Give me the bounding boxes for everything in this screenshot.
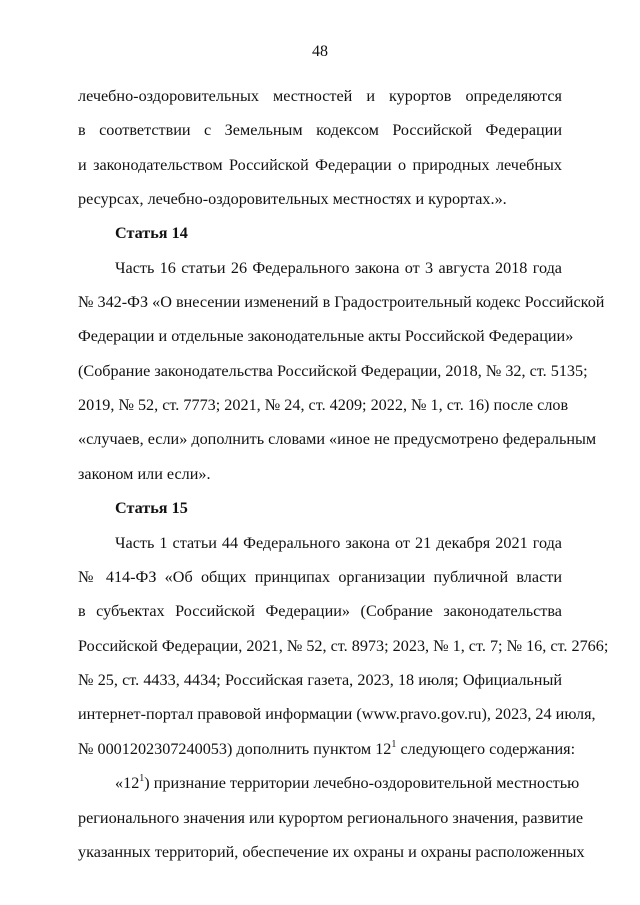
paragraph-line: указанных территорий, обеспечение их охраны и охраны расположенных — [78, 843, 585, 861]
paragraph-line: «случаев, если» дополнить словами «иное не предусмотрено федеральным — [78, 430, 597, 448]
superscript: 1 — [139, 772, 145, 784]
paragraph-line: № 342-ФЗ «О внесении изменений в Градостроительный кодекс Российской — [78, 293, 605, 311]
text-run: «12 — [115, 774, 140, 792]
paragraph-line: 2019, № 52, ст. 7773; 2021, № 24, ст. 4209; 2022, № 1, ст. 16) после слов — [78, 396, 569, 414]
text-run: ) признание территории лечебно-оздоровительной местностью — [144, 774, 580, 792]
article-heading: Статья 14 — [115, 224, 188, 242]
paragraph-line: Часть 16 статьи 26 Федерального закона от 3 августа 2018 года — [115, 259, 562, 277]
superscript: 1 — [391, 738, 397, 750]
text-run: следующего содержания: — [396, 740, 576, 758]
paragraph-line: законом или если». — [78, 465, 211, 483]
paragraph-line: № 414-ФЗ «Об общих принципах организации публичной власти — [78, 568, 562, 586]
paragraph-line: Часть 1 статьи 44 Федерального закона от 21 декабря 2021 года — [115, 534, 562, 552]
paragraph-line: (Собрание законодательства Российской Федерации, 2018, № 32, ст. 5135; — [78, 362, 588, 380]
text-run: № 0001202307240053) дополнить пунктом 12 — [78, 740, 392, 758]
paragraph-line: лечебно-оздоровительных местностей и курортов определяются — [78, 87, 562, 105]
paragraph-line: интернет-портал правовой информации (www.pravo.gov.ru), 2023, 24 июля, — [78, 705, 596, 723]
paragraph-line — [78, 738, 576, 759]
article-heading: Статья 15 — [115, 499, 188, 517]
paragraph-line: в субъектах Российской Федерации» (Собрание законодательства — [78, 602, 562, 620]
page-number: 48 — [312, 43, 328, 60]
paragraph-line: и законодательством Российской Федерации о природных лечебных — [78, 156, 562, 174]
paragraph-line: ресурсах, лечебно-оздоровительных местностях и курортах.». — [78, 190, 507, 208]
paragraph-line — [115, 772, 580, 793]
paragraph-line: в соответствии с Земельным кодексом Российской Федерации — [78, 121, 562, 139]
paragraph-line: Российской Федерации, 2021, № 52, ст. 8973; 2023, № 1, ст. 7; № 16, ст. 2766; — [78, 637, 609, 655]
paragraph-line: № 25, ст. 4433, 4434; Российская газета, 2023, 18 июля; Официальный — [78, 671, 562, 689]
paragraph-line: Федерации и отдельные законодательные акты Российской Федерации» — [78, 327, 574, 345]
paragraph-line: регионального значения или курортом регионального значения, развитие — [78, 809, 584, 827]
